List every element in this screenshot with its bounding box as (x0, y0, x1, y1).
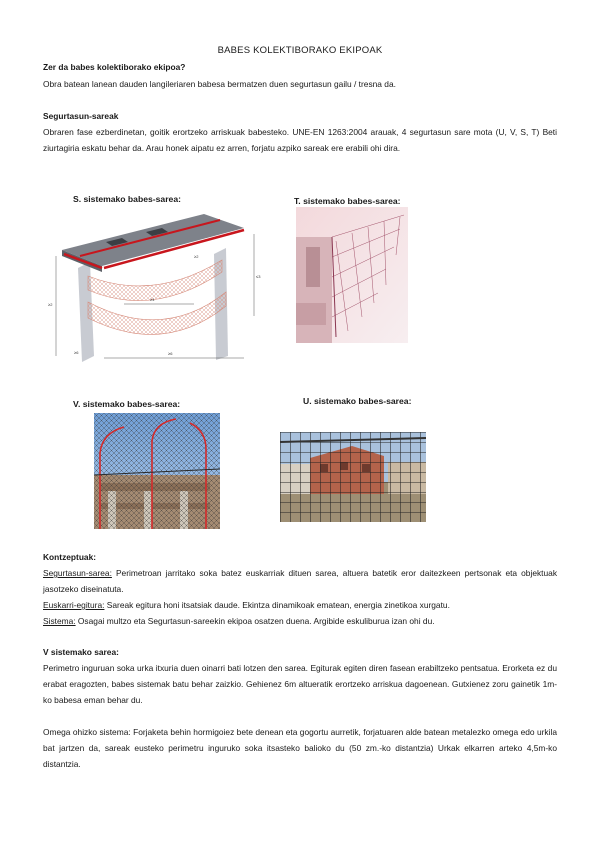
figure-v-caption: V. sistemako babes-sarea: (73, 399, 181, 409)
figure-s-label: ≥6 (168, 351, 173, 356)
figure-s-label: ≥6 (74, 350, 79, 355)
figure-u-caption: U. sistemako babes-sarea: (303, 396, 412, 406)
concept-text: Sareak egitura honi itsatsiak daude. Ekintza dinamikoak ematean, energia zinetikoa xurgatu. (104, 600, 450, 610)
figure-t-caption: T. sistemako babes-sarea: (294, 196, 401, 206)
figure-u-system-photo (280, 432, 426, 522)
concept-text: Perimetroan jarritako soka batez euskarriak dituen sarea, altuera batetik eror daitezkeen pertsonak eta objektuak jasotzeko diseinatuta. (43, 568, 557, 594)
intro-question: Zer da babes kolektiborako ekipoa? (43, 62, 186, 72)
figure-v-system-photo (94, 413, 220, 529)
v-system-body: Perimetro inguruan soka urka itxuria duen oinarri bati lotzen den sarea. Egiturak egiten diren fasean erabiltzeko pentsatua. Erorketa ez du erabat eragozten, babes sistemak batu behar zaizkio. Gehienez 6m altueratik erortzeko arriskua dagoenean. Gutxienez zoru gainetik 1m-ko babesa eman behar du. (43, 663, 557, 705)
concept-item (43, 565, 557, 597)
figure-s-label: ≥2 (48, 302, 53, 307)
concept-text: Osagai multzo eta Segurtasun-sareekin ekipoa osatzen duena. Argibide eskuliburua izan ohi du. (75, 616, 435, 626)
safety-nets-heading: Segurtasun-sareak (43, 111, 119, 121)
figure-s-caption: S. sistemako babes-sarea: (73, 194, 181, 204)
figure-s-label: ≤3 (256, 274, 261, 279)
document-title: BABES KOLEKTIBORAKO EKIPOAK (217, 45, 383, 56)
figure-s-label: ≥4 (150, 297, 155, 302)
concept-term: Sistema: (43, 616, 76, 626)
concept-item (43, 597, 557, 613)
safety-nets-body: Obraren fase ezberdinetan, goitik erortzeko arriskuak babesteko. UNE-EN 1263:2004 arauak, 4 segurtasun sare mota (U, V, S, T) Beti ziurtagiria eskatu behar da. Arau honek aipatu ez arren, forjatu azpiko sareak ere erabili ohi dira. (43, 127, 557, 153)
figure-t-system-photo (296, 207, 408, 343)
v-system-heading: V sistemako sarea: (43, 647, 119, 657)
figure-s-system-diagram (44, 206, 270, 364)
concept-term: Euskarri-egitura: (43, 600, 105, 610)
figure-s-label: ≥2 (194, 254, 199, 259)
intro-answer: Obra batean lanean dauden langileriaren babesa bermatzen duen segurtasun gailu / tresna da. (43, 79, 396, 89)
concept-item (43, 613, 557, 629)
concepts-heading: Kontzeptuak: (43, 552, 97, 562)
concept-term: Segurtasun-sarea: (43, 568, 112, 578)
omega-system-body: Omega ohizko sistema: Forjaketa behin hormigoiez bete denean eta gogortu aurretik, forjatuaren alde batean metalezko omega edo urkila bat jartzen da, sareak eusteko perimetru inguruko soka itsasteko balioko du (50 zm.-ko distantzia) Urkak elkarren arteko 4,5m-ko distantzia. (43, 727, 557, 769)
